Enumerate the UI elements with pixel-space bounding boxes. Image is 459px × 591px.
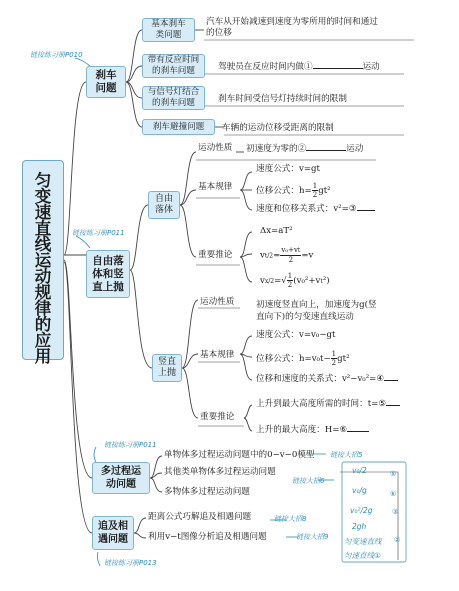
main-title-char: 律 [34, 299, 52, 318]
shangpao-guilv-label: 基本规律 [200, 350, 235, 360]
duo-ref-1: 链接大招5 [330, 451, 363, 459]
frac-avg-v: $\frac{\text{v₀+vt}}{2}$ [281, 246, 301, 264]
answer-label-2: ⑥ [390, 490, 397, 498]
answer-label-3: ③ [392, 508, 399, 516]
main-title-box [22, 160, 64, 366]
shangpao-guilv-2-tail: gt² [337, 354, 350, 364]
frac-half-1: $\frac{1}{2}$ [312, 182, 318, 199]
main-title-char: 动 [34, 267, 52, 286]
luoti-tuilun-2-a: v [260, 250, 265, 261]
answer-label-5: ② [394, 536, 401, 544]
main-title-char: 用 [34, 347, 52, 366]
answer-6: 匀速直线① [344, 551, 381, 560]
duo-ref-2: 链接大招6 [292, 477, 325, 485]
answer-3: v₀²/2g [350, 506, 373, 515]
frac-half-2: $\frac{1}{2}$ [331, 350, 337, 367]
luoti-tuilun-3-b: = [274, 276, 282, 286]
duo-item-3: 多物体多过程运动问题 [164, 487, 250, 497]
luoti-tuilun-2-b: =v [301, 250, 314, 261]
exercise-ref-ziyou: 链接练习册P011 [72, 229, 125, 237]
zhuiji-ref-2: 链接大招9 [296, 533, 329, 541]
luoti-tuilun-2: vt/2= $\frac{\text{v₀+vt}}{2}$ =v [260, 246, 314, 264]
blank-3 [357, 210, 375, 211]
ziyou-luoti: 自由 落体 [148, 191, 180, 219]
shache-desc-4: 车辆的运动位移受距离的限制 [222, 123, 334, 133]
branch-duoguocheng: 多过程运 动问题 [92, 462, 150, 494]
shangpao-guilv-3 [256, 374, 398, 385]
answer-1: v₀/2 [352, 466, 367, 475]
luoti-guilv-label: 基本规律 [198, 182, 233, 192]
luoti-guilv-2-tail: gt² [318, 186, 331, 196]
luoti-tuilun-1: Δx=aT² [260, 226, 293, 236]
shangpao-tuilun-1-text: 上升到最大高度所需的时间：t=⑤ [256, 399, 387, 409]
main-title-char: 直 [34, 219, 52, 238]
branch-shache: 刹车 问题 [86, 66, 126, 98]
zhuiji-item-1: 距离公式巧解追及相遇问题 [148, 512, 252, 522]
main-title-char: 应 [34, 331, 52, 350]
shangpao-xingzhi-label: 运动性质 [200, 297, 235, 307]
shangpao-guilv-2 [256, 350, 350, 367]
shache-item-2: 带有反应时间 的刹车问题 [142, 54, 205, 78]
frac-rms-v: $\frac{1}{2}$ [287, 272, 293, 289]
shangpao-guilv-2-text: 位移公式：h=v₀t− [256, 354, 331, 364]
luoti-xingzhi-text: 初速度为零的② [246, 144, 307, 154]
shangpao-guilv-1: 速度公式：v=v₀−gt [256, 330, 336, 340]
shache-item-3: 与信号灯结合 的刹车问题 [142, 86, 205, 110]
branch-zhuiji: 追及相 遇问题 [92, 516, 134, 550]
main-title-char: 的 [34, 315, 52, 334]
luoti-guilv-1: 速度公式：v=gt [256, 164, 320, 174]
blank-2 [306, 150, 346, 151]
main-title-char: 线 [34, 235, 52, 254]
luoti-guilv-2-text: 位移公式：h= [256, 186, 312, 196]
luoti-tuilun-3-a: v [260, 276, 265, 286]
shache-desc-1: 汽车从开始减速到速度为零所用的时间和通过 的位移 [206, 17, 378, 38]
answer-label-1: ⑤ [390, 470, 397, 478]
main-title-char: 规 [34, 283, 52, 302]
blank-1 [313, 68, 363, 69]
shangpao-xingzhi-desc: 初速度竖直向上，加速度为g(竖 直向下)的匀变速直线运动 [256, 300, 377, 322]
luoti-tuilun-3: vx/2=√ $\frac{1}{2}$ (v₀²+vt²) [260, 272, 330, 289]
answer-5: 匀变速直线 [344, 537, 382, 546]
answer-2: v₀/g [352, 486, 367, 495]
shache-item-1: 基本刹车 类问题 [142, 18, 195, 42]
shache-item-4: 刹车避撞问题 [142, 119, 215, 135]
shangpao-guilv-3-text: 位移和速度的关系式：v²−v₀²=④ [256, 374, 385, 384]
blank-5 [386, 405, 400, 406]
main-title-char: 速 [34, 203, 52, 222]
blank-4 [384, 380, 398, 381]
luoti-xingzhi-after: 运动 [346, 144, 364, 154]
main-title-char: 匀 [34, 171, 52, 190]
shangpao-tuilun-label: 重要推论 [200, 412, 235, 422]
main-title-char: 变 [34, 187, 52, 206]
luoti-guilv-3-text: 速度和位移关系式：v²=③ [256, 204, 357, 214]
exercise-ref-shache: 链接练习册P010 [30, 51, 83, 59]
zhuiji-ref-1: 链接大招8 [274, 515, 307, 523]
ziyou-shangpao: 竖直 上抛 [152, 354, 182, 382]
luoti-guilv-2 [256, 182, 331, 199]
main-title-char: 运 [34, 251, 52, 270]
shangpao-tuilun-2-text: 上升的最大高度：H=⑥ [256, 425, 348, 435]
luoti-guilv-3 [256, 204, 375, 215]
exercise-ref-zhuiji: 链接练习册P013 [104, 559, 157, 567]
duo-item-2: 其他类单物体多过程运动问题 [164, 467, 276, 477]
shangpao-tuilun-1 [256, 399, 400, 410]
shangpao-tuilun-2 [256, 425, 369, 436]
blank-6 [347, 431, 369, 432]
shache-desc-3: 刹车时间受信号灯持续时间的限制 [218, 94, 347, 104]
branch-ziyou: 自由落 体和竖 直上抛 [86, 250, 130, 298]
luoti-tuilun-label: 重要推论 [198, 250, 233, 260]
exercise-ref-duoguocheng: 链接练习册P011 [104, 441, 157, 449]
shache-desc-2-text: 驾驶员在反应时间内做① [218, 62, 313, 72]
shache-desc-2-after: 运动 [362, 62, 380, 72]
answer-4: 2gh [352, 522, 367, 531]
zhuiji-item-2: 利用v−t图像分析追及相遇问题 [148, 532, 267, 542]
duo-item-1: 单物体多过程运动问题中的0−v−0模型 [164, 450, 315, 460]
luoti-xingzhi-desc [246, 144, 363, 155]
shache-desc-2 [218, 62, 380, 73]
luoti-xingzhi-label: 运动性质 [198, 143, 233, 153]
